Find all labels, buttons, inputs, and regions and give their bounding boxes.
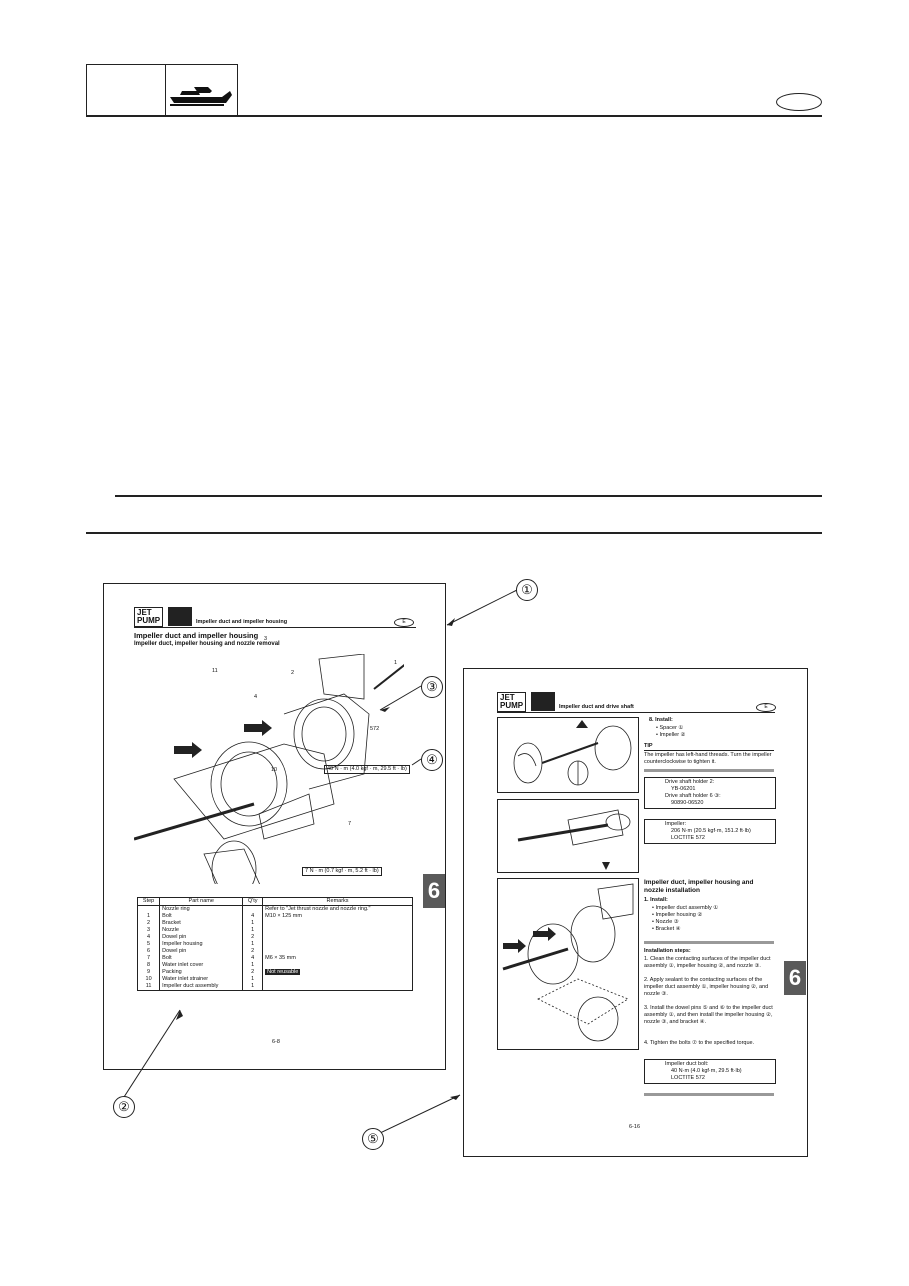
cell-remarks: M6 × 35 mm — [263, 955, 413, 962]
cell-part: Impeller duct assembly — [160, 983, 243, 991]
install-item-1: • Spacer ① — [656, 725, 684, 731]
cell-part: Packing — [160, 969, 243, 976]
diagram-label-2: 2 — [291, 670, 295, 676]
install-heading: 8. Install: — [649, 717, 673, 723]
install2-item-text: Nozzle ③ — [655, 919, 679, 925]
page-header-title: Impeller duct and drive shaft — [559, 704, 634, 710]
chapter-tab: 6 — [784, 961, 806, 995]
pump-label: PUMP — [137, 616, 161, 625]
install2-item-text: Impeller duct assembly ① — [655, 905, 719, 911]
tool-2: Drive shaft holder 6 ③: — [665, 793, 721, 799]
tool-2-code: 90890-06520 — [671, 800, 704, 806]
cell-step: 5 — [138, 941, 160, 948]
pump-label: PUMP — [500, 701, 524, 710]
diagram-label-3: 3 — [264, 636, 268, 642]
bolt-spec-loctite: LOCTITE 572 — [671, 1075, 705, 1081]
col-remarks: Remarks — [263, 898, 413, 906]
cell-qty: 1 — [243, 920, 263, 927]
cell-qty: 1 — [243, 962, 263, 969]
chapter-tab: 6 — [423, 874, 445, 908]
install2-item-1: • Impeller duct assembly ① — [652, 905, 719, 911]
step-4: 4. Tighten the bolts ⑦ to the specified torque. — [644, 1040, 755, 1046]
cell-part: Dowel pin — [160, 948, 243, 955]
bolt-spec-label: Impeller duct bolt: — [665, 1061, 709, 1067]
sealant-label: 572 — [370, 726, 380, 732]
tool-1-code: YB-06201 — [671, 786, 696, 792]
page-number: 6-8 — [272, 1039, 280, 1045]
cell-qty: 2 — [243, 948, 263, 955]
torque-box-40nm: 40 N · m (4.0 kgf · m, 29.5 ft · lb) — [324, 765, 410, 774]
jet-label: JET — [137, 608, 152, 617]
impeller-spec-torque: 206 N·m (20.5 kgf·m, 151.2 ft·lb) — [671, 828, 751, 834]
impeller-spec-label: Impeller: — [665, 821, 687, 827]
install2-item-4: • Bracket ④ — [652, 926, 681, 932]
impeller-spec-loctite: LOCTITE 572 — [671, 835, 705, 841]
cell-step: 3 — [138, 927, 160, 934]
callout-1: ① — [516, 579, 538, 601]
tip-label: TIP — [644, 743, 653, 749]
torque-box-7nm: 7 N · m (0.7 kgf · m, 5.2 ft · lb) — [302, 867, 382, 876]
diagram-label-10: 10 — [271, 767, 278, 773]
cell-part: Nozzle ring — [160, 906, 243, 914]
cell-step: 2 — [138, 920, 160, 927]
col-step: Step — [138, 898, 160, 906]
step-2: 2. Apply sealant to the contacting surfaces of the impeller duct assembly ①, impeller housing ②, and nozzle ③. — [644, 977, 769, 997]
lang-badge: E — [394, 618, 414, 627]
cell-part: Nozzle — [160, 927, 243, 934]
callout-4: ④ — [421, 749, 443, 771]
col-qty: Q'ty — [243, 898, 263, 906]
not-reusable-badge: Not reusable — [267, 969, 299, 975]
tip-text: The impeller has left-hand threads. Turn the impeller counterclockwise to tighten it. — [644, 752, 772, 765]
cell-part: Impeller housing — [160, 941, 243, 948]
cell-qty: 1 — [243, 983, 263, 991]
section-subtitle: Impeller duct, impeller housing and nozzle removal — [134, 641, 280, 647]
install2-item-text: Bracket ④ — [655, 926, 681, 932]
page-header-title: Impeller duct and impeller housing — [196, 619, 288, 625]
install-item-text: Impeller ② — [659, 732, 686, 738]
cell-qty: 4 — [243, 955, 263, 962]
callout-5: ⑤ — [362, 1128, 384, 1150]
cell-step: 11 — [138, 983, 160, 991]
install2-item-text: Impeller housing ② — [655, 912, 703, 918]
cell-qty: 1 — [243, 976, 263, 983]
cell-step: 7 — [138, 955, 160, 962]
jet-label: JET — [500, 693, 515, 702]
cell-remarks: M10 × 125 mm — [263, 913, 413, 920]
col-part: Part name — [160, 898, 243, 906]
bolt-spec-torque: 40 N·m (4.0 kgf·m, 29.5 ft·lb) — [671, 1068, 742, 1074]
diagram-label-7: 7 — [348, 821, 352, 827]
diagram-label-4: 4 — [254, 694, 258, 700]
install-item-2: • Impeller ② — [656, 732, 686, 738]
install2-item-3: • Nozzle ③ — [652, 919, 679, 925]
install2-heading: 1. Install: — [644, 897, 668, 903]
cell-qty: 1 — [243, 941, 263, 948]
steps-heading: Installation steps: — [644, 948, 691, 954]
cell-part: Water inlet cover — [160, 962, 243, 969]
page-number: 6-16 — [629, 1124, 641, 1130]
install2-item-2: • Impeller housing ② — [652, 912, 703, 918]
cell-qty: 1 — [243, 927, 263, 934]
cell-part: Water inlet strainer — [160, 976, 243, 983]
install-item-text: Spacer ① — [659, 725, 684, 731]
cell-part: Bolt — [160, 955, 243, 962]
cell-qty: 2 — [243, 934, 263, 941]
cell-part: Bracket — [160, 920, 243, 927]
cell-step: 10 — [138, 976, 160, 983]
lang-badge: E — [756, 703, 776, 712]
cell-step: 4 — [138, 934, 160, 941]
cell-qty: 2 — [243, 969, 263, 976]
cell-step: 8 — [138, 962, 160, 969]
cell-step: 9 — [138, 969, 160, 976]
cell-step: 1 — [138, 913, 160, 920]
section-title: Impeller duct and impeller housing — [134, 631, 259, 640]
callout-3: ③ — [421, 676, 443, 698]
cell-remarks: Refer to "Jet thrust nozzle and nozzle ring." — [263, 906, 413, 914]
step-3: 3. Install the dowel pins ⑤ and ⑥ to the impeller duct assembly ①, and then install the impeller housing ②, nozzle ③, and bracket ④. — [644, 1005, 773, 1025]
section-title: Impeller duct, impeller housing and nozzle installation — [644, 879, 754, 894]
diagram-label-11: 11 — [212, 668, 218, 674]
callout-2: ② — [113, 1096, 135, 1118]
cell-step: 6 — [138, 948, 160, 955]
cell-part: Dowel pin — [160, 934, 243, 941]
step-1: 1. Clean the contacting surfaces of the impeller duct assembly ①, impeller housing ②, and nozzle ③. — [644, 956, 771, 969]
cell-qty: 4 — [243, 913, 263, 920]
tool-1: Drive shaft holder 2: — [665, 779, 715, 785]
cell-part: Bolt — [160, 913, 243, 920]
diagram-label-1: 1 — [394, 660, 398, 666]
